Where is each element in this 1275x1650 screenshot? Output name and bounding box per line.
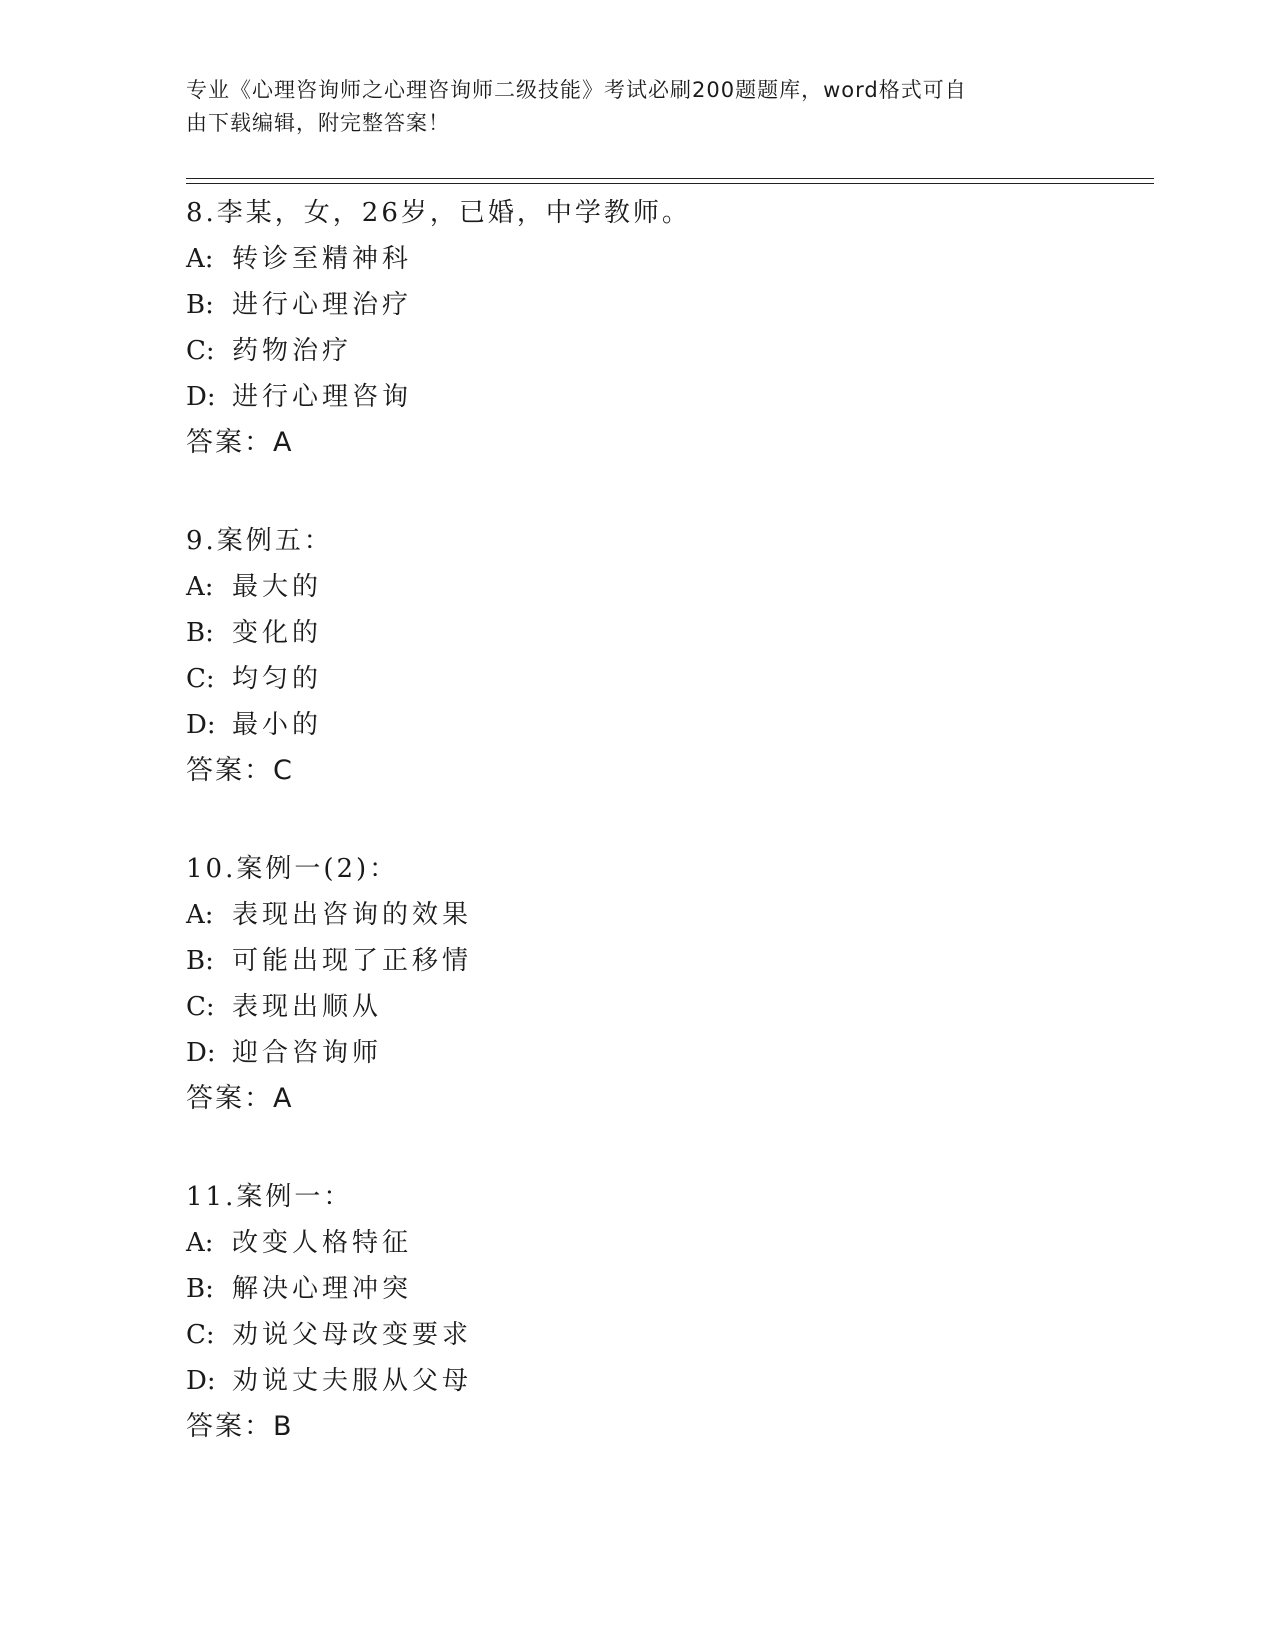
question-9 — [186, 518, 1146, 794]
option-letter: D: — [186, 382, 216, 412]
option-text: 表现出咨询的效果 — [232, 900, 473, 930]
option-text: 进行心理治疗 — [232, 290, 413, 320]
option-d — [186, 374, 1146, 420]
option-b — [186, 610, 1146, 656]
option-letter: A: — [186, 900, 214, 930]
option-text: 进行心理咨询 — [232, 382, 413, 412]
answer-line: 答案：C — [186, 755, 294, 786]
option-d — [186, 1358, 1146, 1404]
header-divider-bottom — [186, 183, 1154, 184]
question-11 — [186, 1174, 1146, 1450]
answer-line: 答案：A — [186, 1083, 294, 1114]
option-c — [186, 1312, 1146, 1358]
answer-line: 答案：A — [186, 427, 294, 458]
option-b — [186, 282, 1146, 328]
option-c — [186, 984, 1146, 1030]
option-letter: B: — [186, 618, 214, 648]
option-text: 转诊至精神科 — [232, 244, 413, 274]
option-letter: B: — [186, 1274, 214, 1304]
option-letter: C: — [186, 1320, 215, 1350]
option-a — [186, 892, 1146, 938]
question-stem: 11.案例一： — [186, 1182, 353, 1212]
option-text: 劝说丈夫服从父母 — [232, 1366, 473, 1396]
option-b — [186, 1266, 1146, 1312]
question-8 — [186, 190, 1146, 466]
option-text: 解决心理冲突 — [232, 1274, 413, 1304]
option-letter: B: — [186, 946, 214, 976]
option-text: 最小的 — [232, 710, 323, 740]
option-a — [186, 1220, 1146, 1266]
header-divider-top — [186, 178, 1154, 179]
option-d — [186, 702, 1146, 748]
option-letter: C: — [186, 992, 215, 1022]
option-letter: D: — [186, 710, 216, 740]
header-line-1: 专业《心理咨询师之心理咨询师二级技能》考试必刷200题题库，word格式可自 — [186, 78, 967, 102]
option-letter: D: — [186, 1366, 216, 1396]
option-letter: A: — [186, 1228, 214, 1258]
option-text: 药物治疗 — [232, 336, 353, 366]
option-b — [186, 938, 1146, 984]
option-letter: A: — [186, 572, 214, 602]
option-text: 变化的 — [232, 618, 323, 648]
option-text: 迎合咨询师 — [232, 1038, 383, 1068]
option-c — [186, 656, 1146, 702]
option-text: 劝说父母改变要求 — [232, 1320, 473, 1350]
option-letter: D: — [186, 1038, 216, 1068]
option-text: 均匀的 — [232, 664, 323, 694]
option-text: 可能出现了正移情 — [232, 946, 473, 976]
document-header — [186, 74, 1066, 140]
option-text: 最大的 — [232, 572, 323, 602]
option-letter: B: — [186, 290, 214, 320]
option-letter: C: — [186, 664, 215, 694]
header-line-2: 由下载编辑，附完整答案！ — [186, 111, 450, 135]
question-stem: 8.李某，女，26岁，已婚，中学教师。 — [186, 198, 691, 228]
option-text: 改变人格特征 — [232, 1228, 413, 1258]
option-d — [186, 1030, 1146, 1076]
answer-line: 答案：B — [186, 1411, 294, 1442]
question-stem: 9.案例五： — [186, 526, 333, 556]
option-letter: A: — [186, 244, 214, 274]
question-10 — [186, 846, 1146, 1122]
option-letter: C: — [186, 336, 215, 366]
option-text: 表现出顺从 — [232, 992, 383, 1022]
option-c — [186, 328, 1146, 374]
question-list — [186, 190, 1146, 1502]
option-a — [186, 564, 1146, 610]
question-stem: 10.案例一(2)： — [186, 854, 399, 884]
option-a — [186, 236, 1146, 282]
